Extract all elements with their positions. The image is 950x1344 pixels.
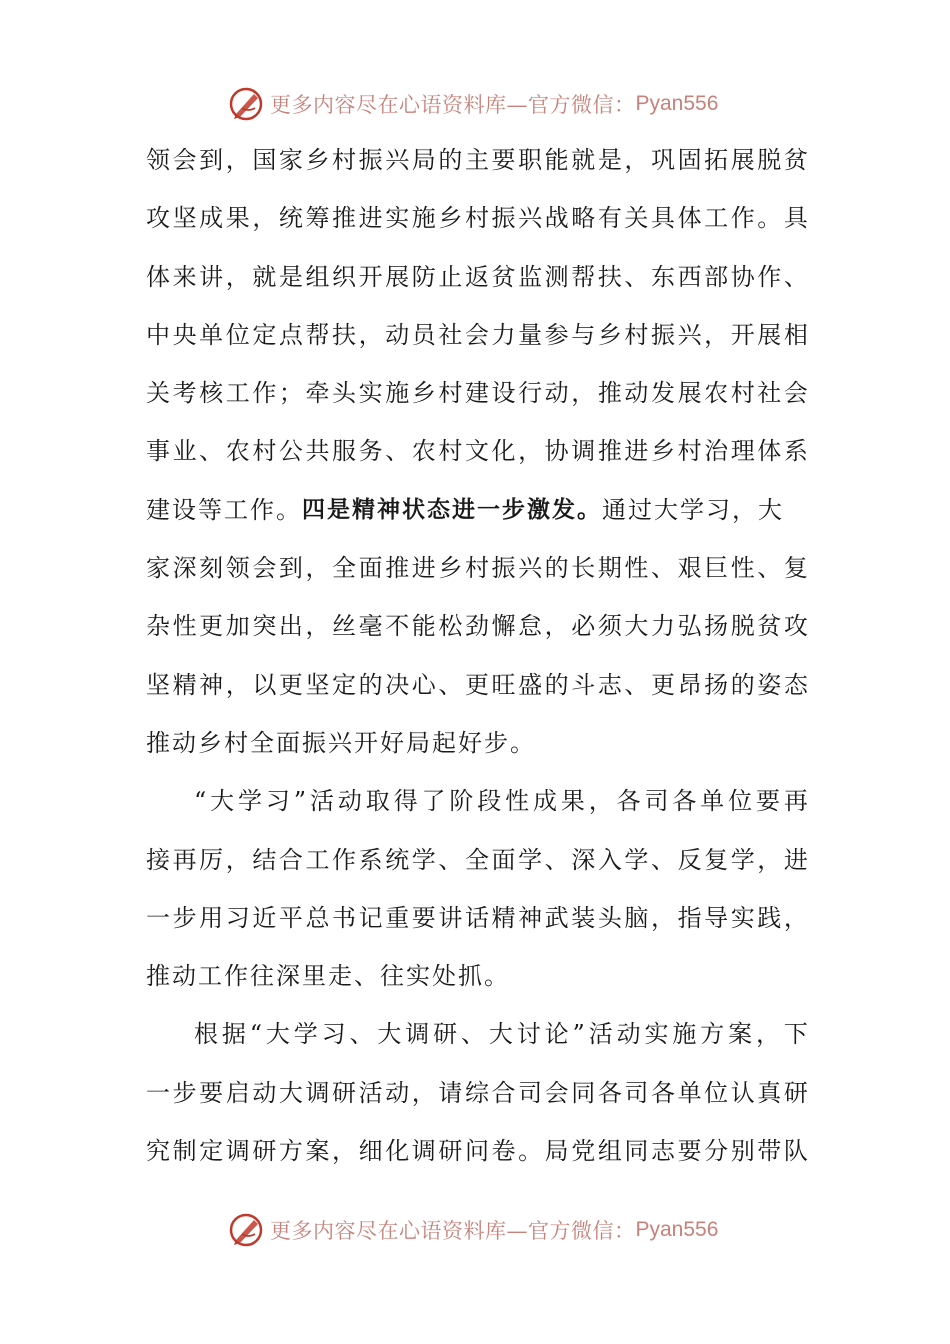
- text-segment: 建设等工作。: [146, 495, 302, 524]
- text-line: 杂 性 更 加 突 出 ， 丝 毫 不 能 松 劲 懈 怠 ， 必 须 大 力 弘 扬 脱 贫 攻: [146, 612, 808, 641]
- text-line: 接 再 厉 ， 结 合 工 作 系 统 学 、 全 面 学 、 深 入 学 、 反 复 学 ， 进: [146, 845, 808, 874]
- text-line: 事 业 、 农 村 公 共 服 务 、 农 村 文 化 ， 协 调 推 进 乡 村 治 理 体 系: [146, 437, 808, 466]
- footer-watermark: [228, 1208, 718, 1252]
- text-line: 推动工作往深里走、往实处抓。: [146, 962, 510, 991]
- text-line: 领 会 到 ， 国 家 乡 村 振 兴 局 的 主 要 职 能 就 是 ， 巩 固 拓 展 脱 贫: [146, 146, 808, 174]
- paragraph-start-line: 根 据 “ 大 学 习 、 大 调 研 、 大 讨 论 ” 活 动 实 施 方 案 ， 下: [194, 1020, 808, 1049]
- text-line: 家 深 刻 领 会 到 ， 全 面 推 进 乡 村 振 兴 的 长 期 性 、 艰 巨 性 、 复: [146, 554, 808, 583]
- text-line: 中 央 单 位 定 点 帮 扶 ， 动 员 社 会 力 量 参 与 乡 村 振 兴 ， 开 展 相: [146, 320, 808, 349]
- text-line: 攻 坚 成 果 ， 统 筹 推 进 实 施 乡 村 振 兴 战 略 有 关 具 体 工 作 。 具: [146, 204, 808, 233]
- header-watermark-text: 更多内容尽在心语资料库—官方微信：: [270, 93, 636, 117]
- text-line: 关 考 核 工 作 ； 牵 头 实 施 乡 村 建 设 行 动 ， 推 动 发 展 农 村 社 会: [146, 379, 808, 408]
- text-line: [146, 481, 808, 539]
- footer-watermark-text: 更多内容尽在心语资料库—官方微信：: [270, 1219, 636, 1243]
- text-line: 一 步 用 习 近 平 总 书 记 重 要 讲 话 精 神 武 装 头 脑 ， 指 导 实 践 ，: [146, 903, 808, 932]
- bold-heading: 四是精神状态进一步激发。: [302, 496, 602, 523]
- document-body: [146, 131, 808, 1180]
- text-line: 体 来 讲 ， 就 是 组 织 开 展 防 止 返 贫 监 测 帮 扶 、 东 西 部 协 作 、: [146, 262, 808, 291]
- pen-logo-icon: [228, 1212, 264, 1248]
- header-wechat-id: Pyan556: [635, 92, 719, 115]
- text-line: 推动乡村全面振兴开好局起好步。: [146, 728, 536, 757]
- text-line: 一 步 要 启 动 大 调 研 活 动 ， 请 综 合 司 会 同 各 司 各 单 位 认 真 研: [146, 1078, 808, 1107]
- paragraph-start-line: “ 大 学 习 ” 活 动 取 得 了 阶 段 性 成 果 ， 各 司 各 单 位 要 再: [194, 787, 808, 816]
- text-line: 究 制 定 调 研 方 案 ， 细 化 调 研 问 卷 。 局 党 组 同 志 要 分 别 带 队: [146, 1137, 808, 1166]
- footer-wechat-id: Pyan556: [635, 1218, 719, 1241]
- text-line: 坚 精 神 ， 以 更 坚 定 的 决 心 、 更 旺 盛 的 斗 志 、 更 昂 扬 的 姿 态: [146, 670, 808, 699]
- header-watermark: [228, 82, 718, 126]
- text-segment: 通过大学习，大: [602, 495, 784, 524]
- pen-logo-icon: [228, 86, 264, 122]
